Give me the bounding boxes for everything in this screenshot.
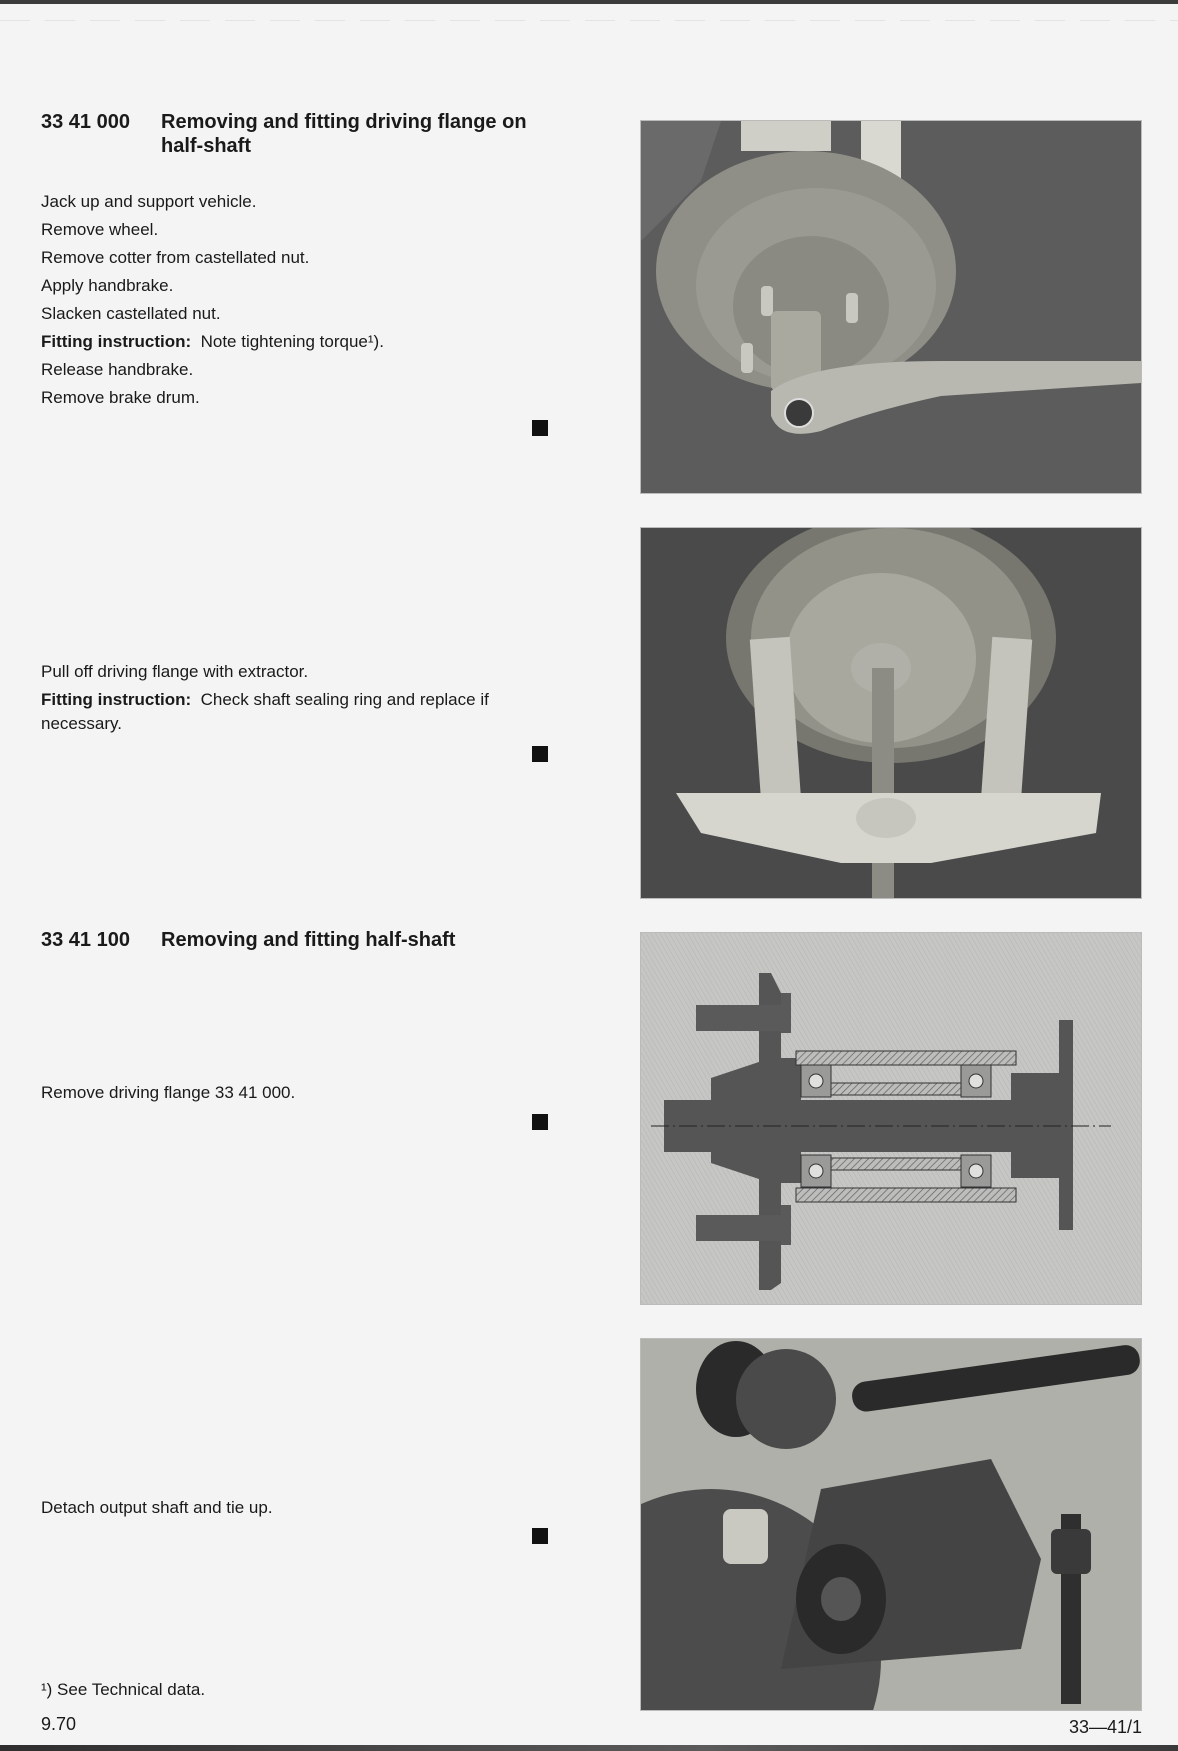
steps-block-2 bbox=[41, 660, 501, 736]
step: Jack up and support vehicle. bbox=[41, 192, 257, 211]
page-number: 33—41/1 bbox=[1068, 1717, 1142, 1737]
step: Detach output shaft and tie up. bbox=[41, 1498, 273, 1517]
step: Pull off driving flange with extractor. bbox=[41, 662, 309, 681]
bottom-edge-bar bbox=[0, 1745, 1178, 1751]
step-end-marker bbox=[532, 1114, 548, 1130]
step: Release handbrake. bbox=[41, 360, 194, 379]
brake-drum-with-wrench-photo bbox=[640, 120, 1142, 494]
footer-date: 9.70 bbox=[41, 1714, 77, 1734]
footnote: ¹) See Technical data. bbox=[41, 1680, 206, 1699]
section-number: 33 41 100 bbox=[41, 929, 130, 951]
step: Apply handbrake. bbox=[41, 276, 174, 295]
section-heading-33-41-100 bbox=[41, 928, 456, 952]
fitting-label: Fitting instruction: bbox=[41, 690, 192, 709]
scan-artifact-line bbox=[0, 20, 1178, 21]
steps-block-1 bbox=[41, 188, 384, 412]
fitting-text: Note tightening torque¹). bbox=[200, 332, 384, 351]
step-detach-output-shaft bbox=[41, 1494, 273, 1522]
step-remove-flange bbox=[41, 1079, 295, 1107]
step: Remove cotter from castellated nut. bbox=[41, 248, 310, 267]
section-number: 33 41 000 bbox=[41, 111, 130, 133]
fitting-text: Check shaft sealing ring and replace if necessary. bbox=[41, 690, 489, 733]
step: Slacken castellated nut. bbox=[41, 304, 221, 323]
step: Remove brake drum. bbox=[41, 388, 200, 407]
fitting-instruction bbox=[41, 688, 501, 736]
step: Remove driving flange 33 41 000. bbox=[41, 1083, 296, 1102]
section-heading-33-41-000 bbox=[41, 110, 527, 157]
step-end-marker bbox=[532, 1528, 548, 1544]
section-title: Removing and fitting half-shaft bbox=[161, 929, 456, 951]
fitting-label: Fitting instruction: bbox=[41, 332, 192, 351]
half-shaft-cross-section-diagram bbox=[640, 932, 1142, 1305]
fitting-instruction bbox=[41, 328, 384, 356]
top-edge-bar bbox=[0, 0, 1178, 4]
step-end-marker bbox=[532, 420, 548, 436]
step: Remove wheel. bbox=[41, 220, 159, 239]
section-title: Removing and fitting driving flange on half-shaft bbox=[161, 111, 527, 157]
step-end-marker bbox=[532, 746, 548, 762]
flange-extractor-photo bbox=[640, 527, 1142, 899]
output-shaft-suspension-photo bbox=[640, 1338, 1142, 1711]
